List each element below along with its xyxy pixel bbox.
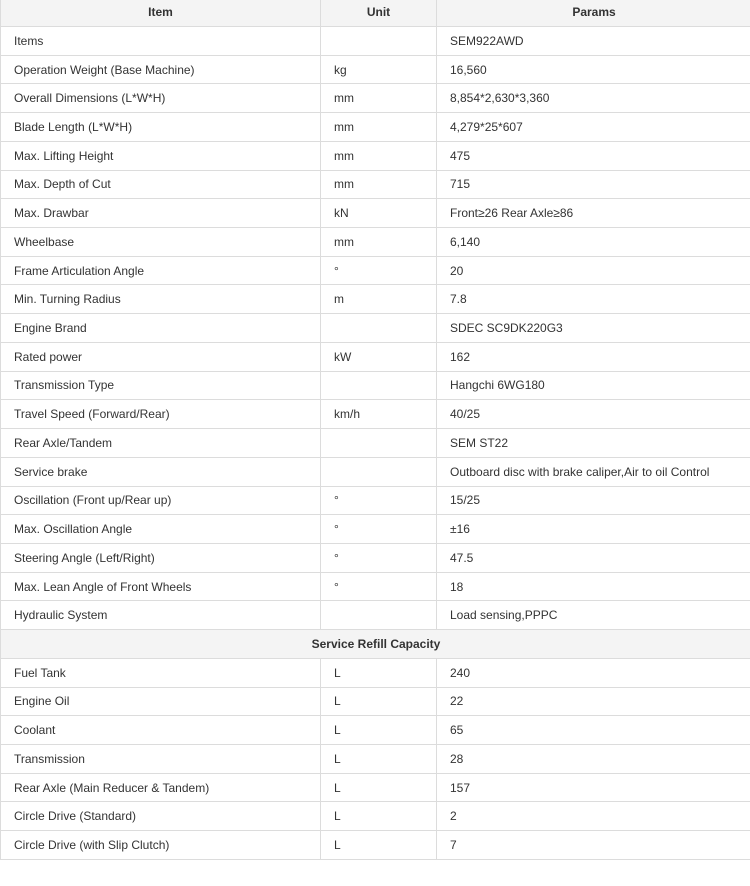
table-row: [1, 199, 750, 228]
cell-unit: °: [321, 543, 437, 572]
cell-unit: [321, 314, 437, 343]
table-row: [1, 716, 750, 745]
table-row: [1, 687, 750, 716]
table-row: [1, 773, 750, 802]
cell-unit: L: [321, 658, 437, 687]
cell-item: Transmission Type: [1, 371, 321, 400]
cell-params: 157: [437, 773, 750, 802]
table-row: [1, 457, 750, 486]
cell-unit: L: [321, 687, 437, 716]
cell-item: Engine Brand: [1, 314, 321, 343]
cell-params: 65: [437, 716, 750, 745]
cell-unit: mm: [321, 141, 437, 170]
cell-params: 715: [437, 170, 750, 199]
cell-params: 6,140: [437, 228, 750, 257]
table-row: [1, 744, 750, 773]
cell-params: 162: [437, 342, 750, 371]
cell-params: 475: [437, 141, 750, 170]
cell-item: Rear Axle/Tandem: [1, 429, 321, 458]
cell-unit: [321, 457, 437, 486]
table-row: [1, 256, 750, 285]
spec-rows: [1, 27, 750, 630]
cell-unit: mm: [321, 228, 437, 257]
table-row: [1, 543, 750, 572]
cell-params: 28: [437, 744, 750, 773]
cell-params: 40/25: [437, 400, 750, 429]
cell-unit: [321, 601, 437, 630]
cell-item: Rear Axle (Main Reducer & Tandem): [1, 773, 321, 802]
section-title: Service Refill Capacity: [1, 630, 750, 659]
cell-params: Outboard disc with brake caliper,Air to oil Control: [437, 457, 750, 486]
cell-params: SDEC SC9DK220G3: [437, 314, 750, 343]
cell-unit: mm: [321, 113, 437, 142]
cell-params: 18: [437, 572, 750, 601]
refill-rows: [1, 658, 750, 859]
cell-params: 20: [437, 256, 750, 285]
table-row: [1, 486, 750, 515]
cell-item: Blade Length (L*W*H): [1, 113, 321, 142]
cell-unit: L: [321, 744, 437, 773]
cell-unit: [321, 429, 437, 458]
cell-unit: m: [321, 285, 437, 314]
cell-unit: L: [321, 773, 437, 802]
cell-unit: [321, 371, 437, 400]
table-row: [1, 84, 750, 113]
cell-item: Oscillation (Front up/Rear up): [1, 486, 321, 515]
cell-item: Max. Drawbar: [1, 199, 321, 228]
cell-params: 16,560: [437, 55, 750, 84]
cell-item: Max. Lifting Height: [1, 141, 321, 170]
cell-params: SEM ST22: [437, 429, 750, 458]
table-row: [1, 228, 750, 257]
table-row: [1, 27, 750, 56]
cell-item: Min. Turning Radius: [1, 285, 321, 314]
table-row: [1, 113, 750, 142]
cell-item: Overall Dimensions (L*W*H): [1, 84, 321, 113]
table-row: [1, 141, 750, 170]
cell-item: Coolant: [1, 716, 321, 745]
table-header-row: [1, 0, 750, 27]
cell-params: ±16: [437, 515, 750, 544]
cell-item: Frame Articulation Angle: [1, 256, 321, 285]
cell-unit: km/h: [321, 400, 437, 429]
table-row: [1, 601, 750, 630]
cell-item: Rated power: [1, 342, 321, 371]
cell-item: Max. Lean Angle of Front Wheels: [1, 572, 321, 601]
table-row: [1, 831, 750, 860]
cell-item: Engine Oil: [1, 687, 321, 716]
cell-params: 4,279*25*607: [437, 113, 750, 142]
cell-item: Hydraulic System: [1, 601, 321, 630]
table-row: [1, 342, 750, 371]
cell-item: Max. Depth of Cut: [1, 170, 321, 199]
cell-params: 8,854*2,630*3,360: [437, 84, 750, 113]
cell-item: Operation Weight (Base Machine): [1, 55, 321, 84]
cell-params: 2: [437, 802, 750, 831]
cell-params: Front≥26 Rear Axle≥86: [437, 199, 750, 228]
cell-unit: kg: [321, 55, 437, 84]
table-row: [1, 429, 750, 458]
table-row: [1, 658, 750, 687]
cell-params: SEM922AWD: [437, 27, 750, 56]
header-unit: Unit: [321, 0, 437, 27]
cell-params: 7.8: [437, 285, 750, 314]
cell-item: Steering Angle (Left/Right): [1, 543, 321, 572]
cell-params: 7: [437, 831, 750, 860]
cell-params: Hangchi 6WG180: [437, 371, 750, 400]
cell-item: Max. Oscillation Angle: [1, 515, 321, 544]
table-row: [1, 285, 750, 314]
table-row: [1, 371, 750, 400]
cell-params: 240: [437, 658, 750, 687]
cell-unit: L: [321, 802, 437, 831]
cell-item: Service brake: [1, 457, 321, 486]
cell-params: 15/25: [437, 486, 750, 515]
cell-unit: °: [321, 515, 437, 544]
table-row: [1, 515, 750, 544]
cell-item: Transmission: [1, 744, 321, 773]
cell-params: 47.5: [437, 543, 750, 572]
cell-params: 22: [437, 687, 750, 716]
table-row: [1, 802, 750, 831]
cell-item: Items: [1, 27, 321, 56]
cell-item: Fuel Tank: [1, 658, 321, 687]
table-row: [1, 55, 750, 84]
cell-item: Travel Speed (Forward/Rear): [1, 400, 321, 429]
cell-unit: mm: [321, 84, 437, 113]
cell-unit: °: [321, 486, 437, 515]
cell-item: Circle Drive (with Slip Clutch): [1, 831, 321, 860]
cell-unit: °: [321, 572, 437, 601]
header-params: Params: [437, 0, 750, 27]
cell-unit: L: [321, 831, 437, 860]
cell-params: Load sensing,PPPC: [437, 601, 750, 630]
table-row: [1, 170, 750, 199]
cell-unit: [321, 27, 437, 56]
table-row: [1, 400, 750, 429]
section-header-row: [1, 630, 750, 659]
cell-item: Wheelbase: [1, 228, 321, 257]
cell-unit: mm: [321, 170, 437, 199]
cell-unit: L: [321, 716, 437, 745]
table-row: [1, 314, 750, 343]
cell-unit: kN: [321, 199, 437, 228]
table-row: [1, 572, 750, 601]
cell-item: Circle Drive (Standard): [1, 802, 321, 831]
cell-unit: kW: [321, 342, 437, 371]
header-item: Item: [1, 0, 321, 27]
cell-unit: °: [321, 256, 437, 285]
